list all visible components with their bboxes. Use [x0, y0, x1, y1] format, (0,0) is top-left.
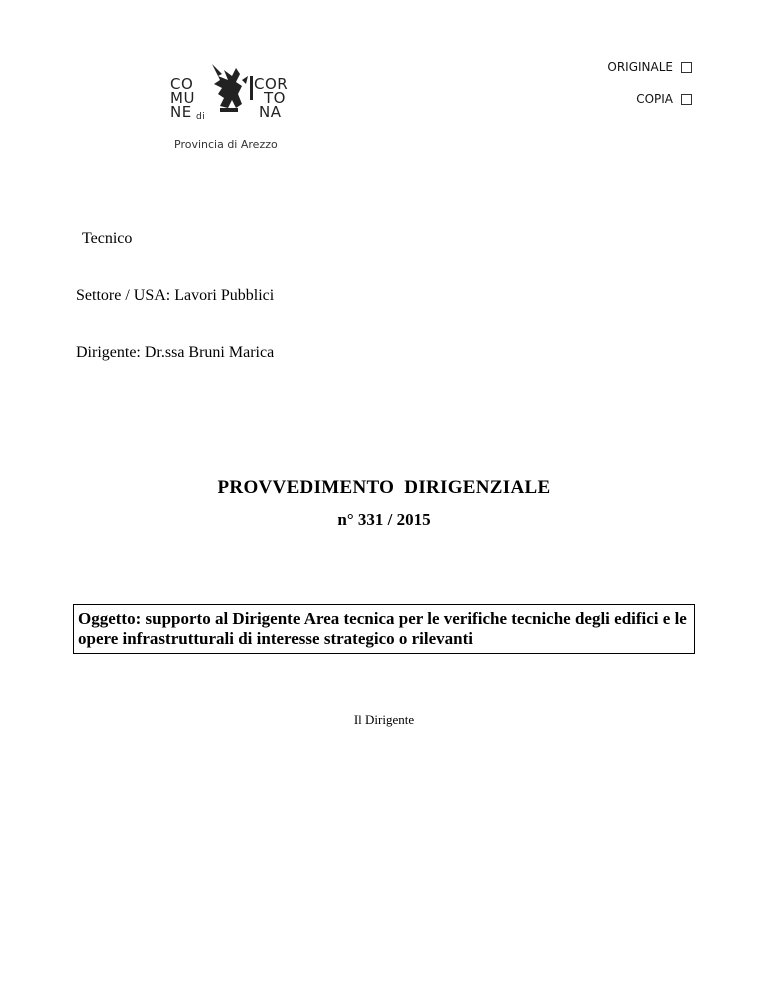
logo-word-mu: MU	[170, 89, 195, 107]
originale-checkbox[interactable]	[681, 62, 692, 73]
signer-label: Il Dirigente	[353, 712, 415, 727]
province-label: Provincia di Arezzo	[174, 138, 278, 151]
oggetto-box: Oggetto: supporto al Dirigente Area tecnica per le verifiche tecniche degli edifici e le opere infrastrutturali di interesse strategico o rilevanti	[73, 604, 695, 654]
settore-field: Settore / USA: Lavori Pubblici	[76, 287, 275, 304]
originale-checkbox-row[interactable]	[607, 60, 692, 74]
logo-word-na: NA	[259, 103, 282, 121]
comune-cortona-logo	[168, 60, 296, 120]
copia-label: COPIA	[636, 92, 673, 106]
logo-word-cor: COR	[254, 75, 289, 93]
logo-word-to: TO	[264, 89, 286, 107]
copia-checkbox[interactable]	[681, 94, 692, 105]
document-title: PROVVEDIMENTO DIRIGENZIALE	[217, 477, 551, 498]
dirigente-field: Dirigente: Dr.ssa Bruni Marica	[76, 344, 275, 361]
originale-label: ORIGINALE	[607, 60, 673, 74]
area-field: Tecnico	[82, 230, 133, 247]
griffin-icon	[206, 60, 250, 114]
copia-checkbox-row[interactable]	[636, 92, 692, 106]
document-number: n° 331 / 2015	[337, 510, 431, 529]
logo-word-co: CO	[170, 75, 194, 93]
logo-word-ne: NE	[170, 103, 192, 121]
logo-word-di: di	[196, 112, 206, 122]
